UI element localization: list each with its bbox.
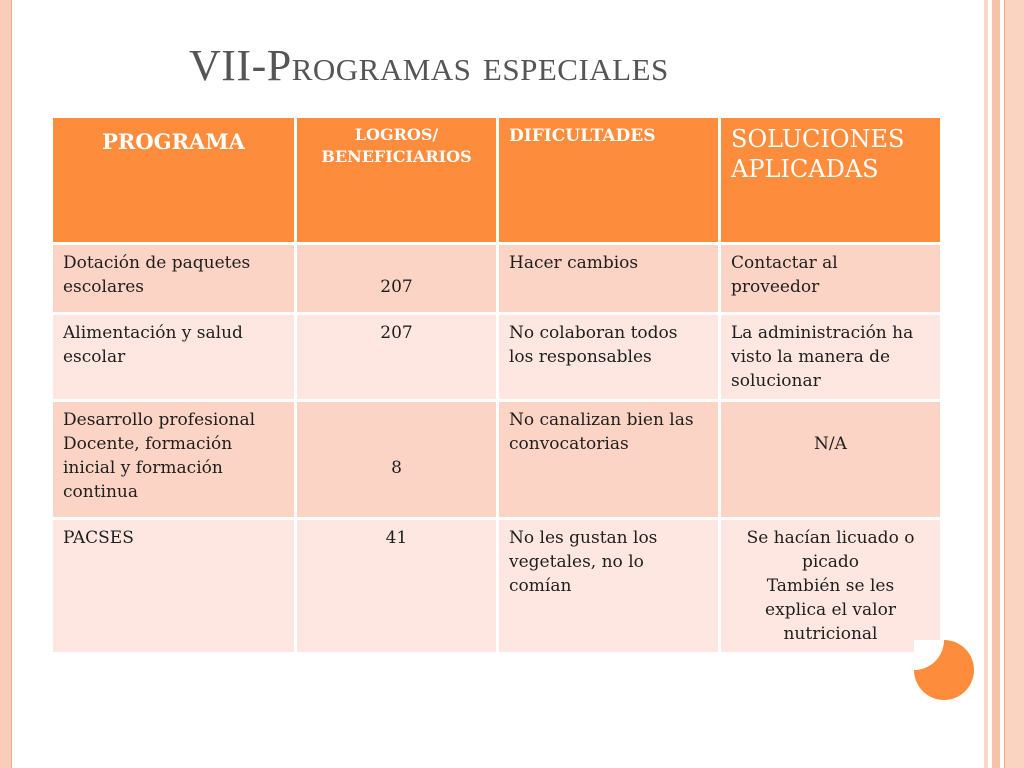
cell-logros: [296, 244, 498, 314]
cell-soluciones: [720, 401, 942, 519]
table-row: [52, 314, 942, 401]
header-dificultades: DIFICULTADES: [498, 117, 720, 244]
cell-line: escolares: [63, 277, 145, 297]
cell-programa: [52, 519, 296, 654]
header-soluciones: [720, 117, 942, 244]
cell-line: Hacer cambios: [509, 253, 639, 273]
cell-line: N/A: [814, 434, 847, 454]
cell-line: escolar: [63, 347, 126, 367]
cell-programa: [52, 401, 296, 519]
header-logros: [296, 117, 498, 244]
cell-value: 207: [380, 277, 413, 297]
programs-table: [50, 115, 943, 655]
cell-line: No colaboran todos: [509, 323, 678, 343]
header-programa: PROGRAMA: [52, 117, 296, 244]
cell-line: La administración ha: [731, 323, 914, 343]
cell-line: convocatorias: [509, 434, 629, 454]
cell-line: Dotación de paquetes: [63, 253, 251, 273]
header-logros-line1: LOGROS/: [354, 125, 439, 144]
cell-soluciones: [720, 314, 942, 401]
left-decorative-stripe: [0, 0, 12, 768]
cell-line: Docente, formación: [63, 434, 233, 454]
cell-line: picado: [801, 552, 860, 572]
cell-value: 207: [380, 323, 413, 343]
table-header-row: [52, 117, 942, 244]
cell-line: proveedor: [731, 277, 820, 297]
cell-line: vegetales, no lo: [509, 552, 644, 572]
cell-line: PACSES: [63, 528, 134, 548]
header-logros-line2: BENEFICIARIOS: [321, 147, 472, 166]
cell-dificultades: [498, 244, 720, 314]
cell-dificultades: [498, 401, 720, 519]
cell-line: explica el valor: [765, 600, 896, 620]
cell-dificultades: [498, 314, 720, 401]
slide-title: VII-Programas especiales: [189, 41, 669, 90]
cell-line: Desarrollo profesional: [63, 410, 256, 430]
cell-line: solucionar: [731, 371, 821, 391]
header-soluciones-line1: SOLUCIONES: [731, 125, 905, 153]
cell-line: nutricional: [783, 624, 878, 644]
cell-line: visto la manera de: [731, 347, 891, 367]
cell-line: inicial y formación: [63, 458, 223, 478]
right-decorative-stripe-1: [984, 0, 988, 768]
cell-value: 41: [385, 528, 408, 548]
right-decorative-stripe-3: [1004, 0, 1024, 768]
header-soluciones-line2: APLICADAS: [731, 155, 879, 183]
cell-line: continua: [63, 482, 139, 502]
cell-programa: [52, 314, 296, 401]
cell-line: También se les: [766, 576, 895, 596]
table-row: [52, 519, 942, 654]
table-row: [52, 401, 942, 519]
cell-logros: [296, 519, 498, 654]
cell-soluciones: [720, 244, 942, 314]
cell-line: los responsables: [509, 347, 652, 367]
cell-line: No les gustan los: [509, 528, 658, 548]
cell-programa: [52, 244, 296, 314]
cell-logros: [296, 314, 498, 401]
cell-dificultades: [498, 519, 720, 654]
cell-line: Alimentación y salud: [63, 323, 243, 343]
cell-line: Se hacían licuado o: [746, 528, 915, 548]
table-row: [52, 244, 942, 314]
cell-logros: [296, 401, 498, 519]
cell-line: Contactar al: [731, 253, 838, 273]
cell-line: comían: [509, 576, 572, 596]
cell-value: 8: [391, 458, 402, 478]
right-decorative-stripe-2: [992, 0, 1000, 768]
cell-line: No canalizan bien las: [509, 410, 694, 430]
cell-soluciones: [720, 519, 942, 654]
